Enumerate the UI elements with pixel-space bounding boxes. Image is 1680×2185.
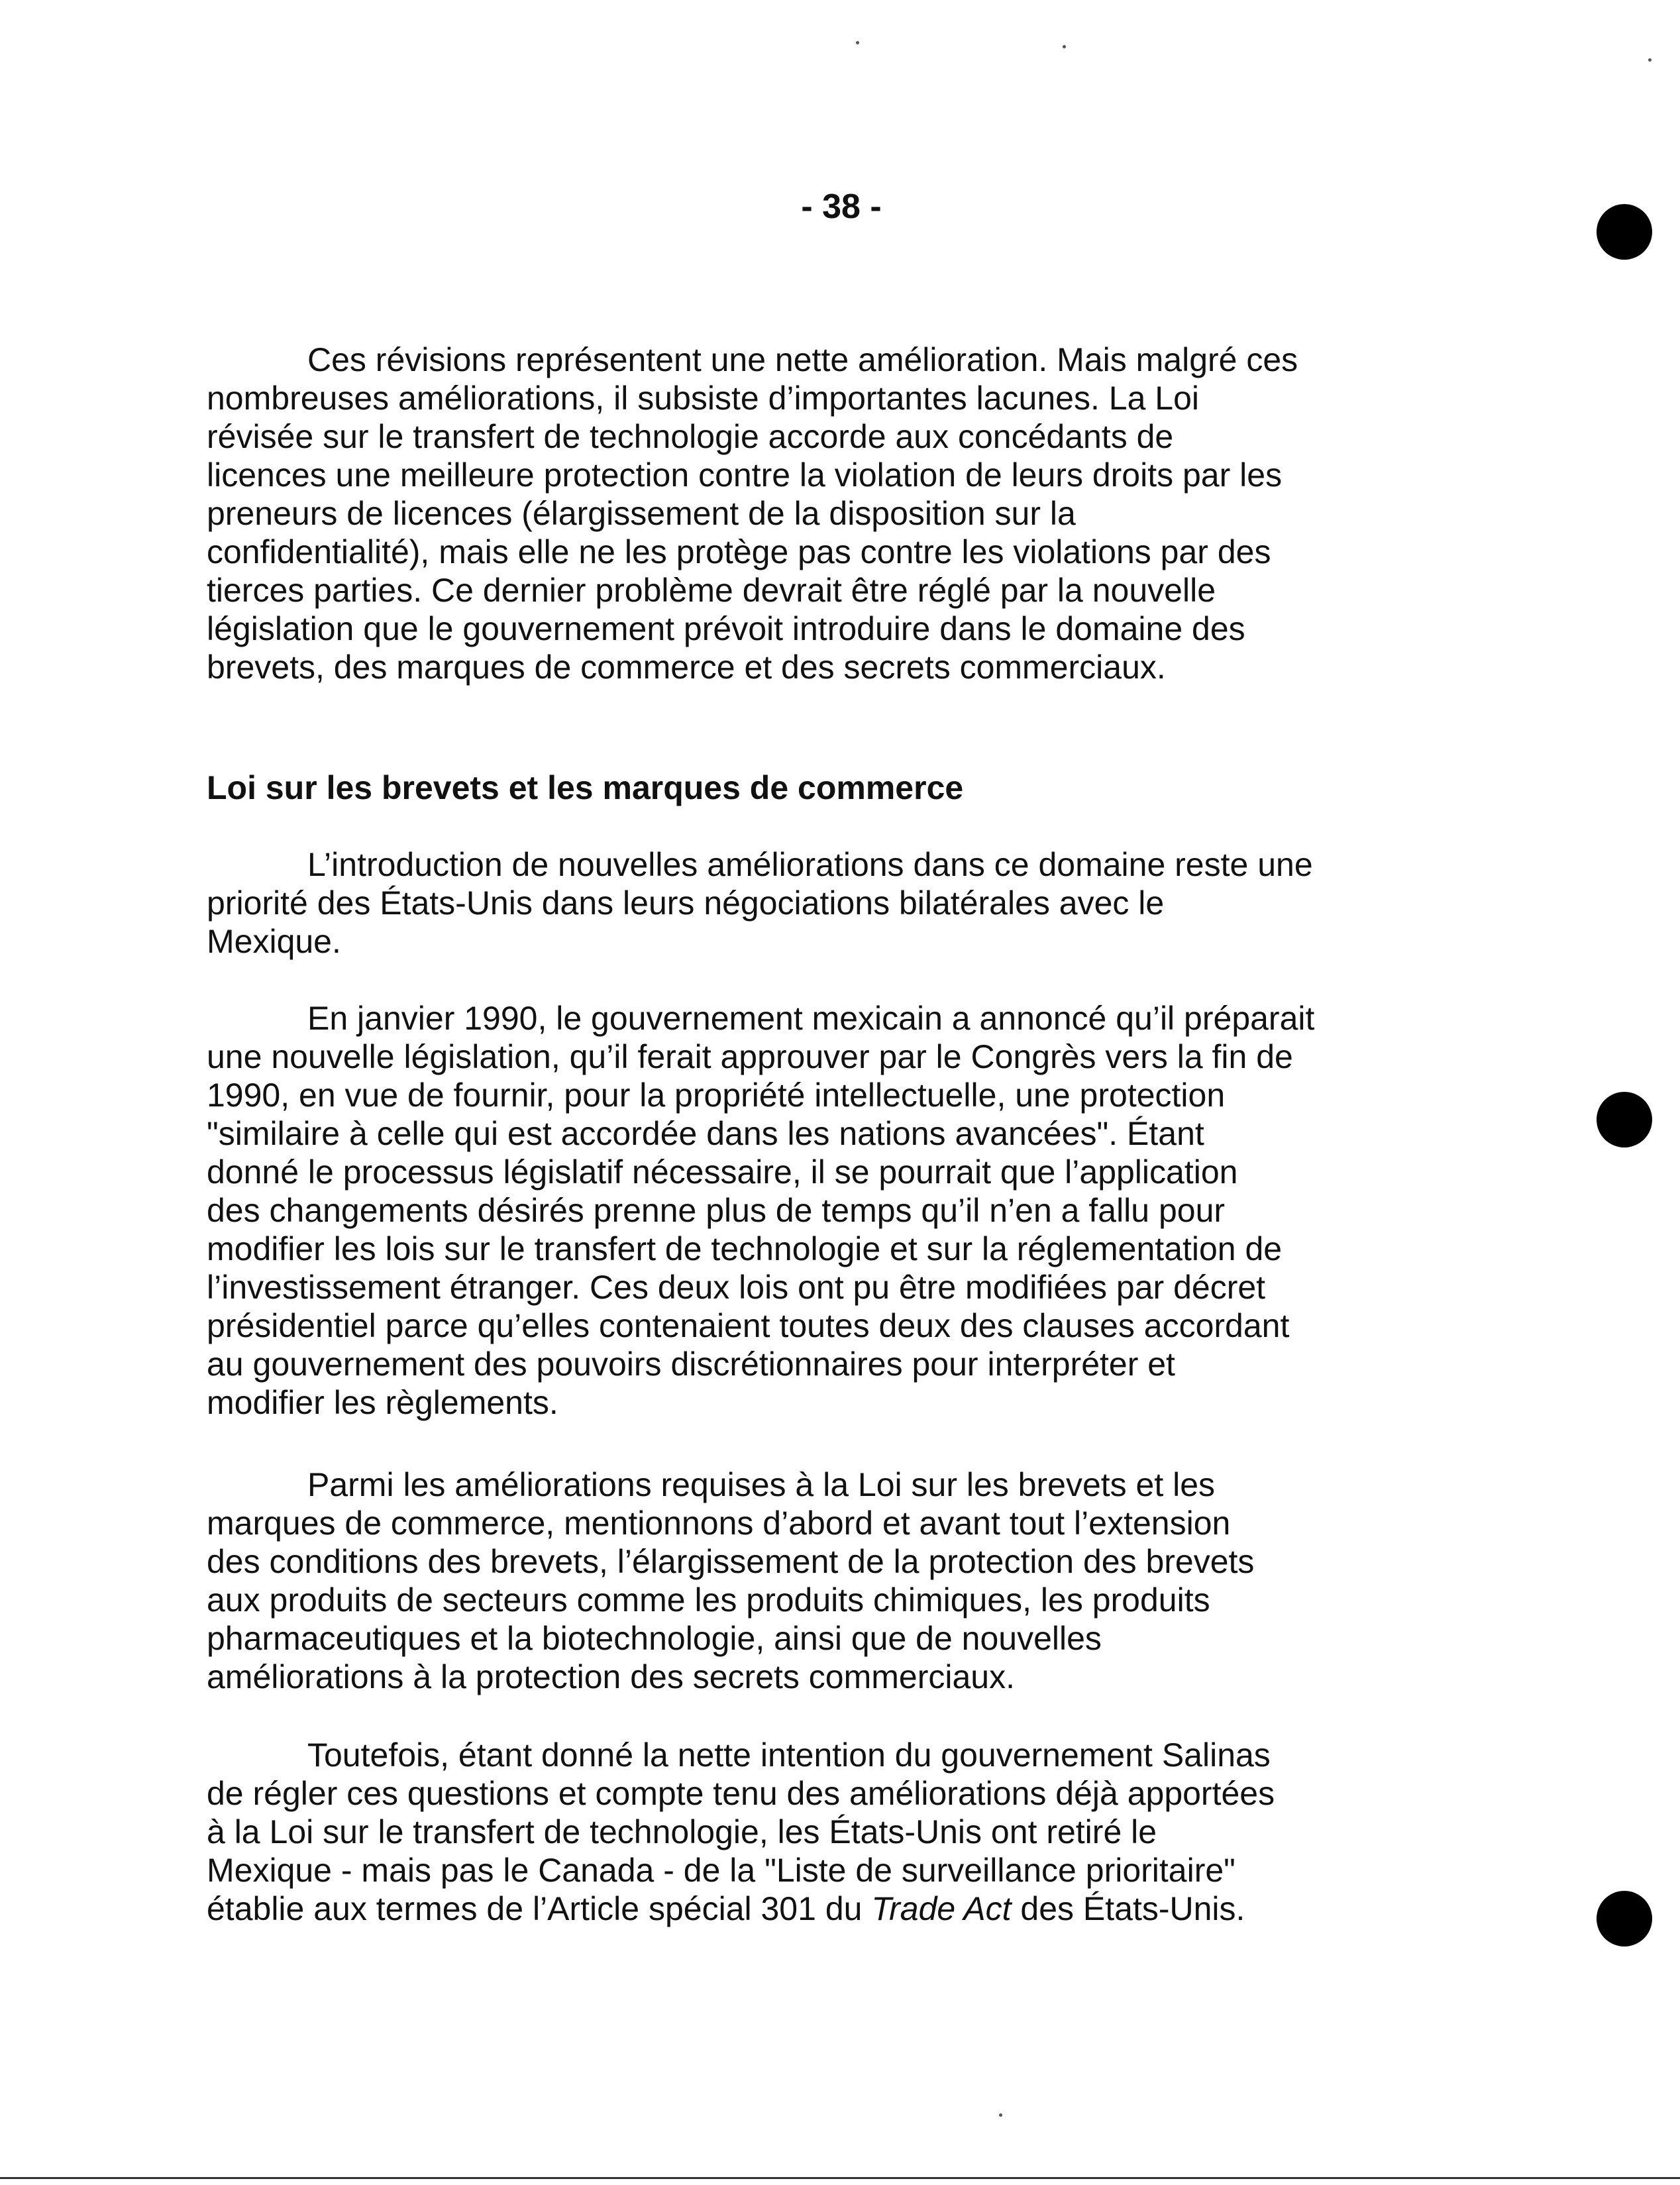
- text-line: preneurs de licences (élargissement de la disposition sur la: [207, 495, 1076, 532]
- text-line: au gouvernement des pouvoirs discrétionnaires pour interpréter et: [207, 1346, 1175, 1383]
- scan-speck: [999, 2113, 1002, 2117]
- text-line: modifier les règlements.: [207, 1384, 558, 1421]
- text-line: présidentiel parce qu’elles contenaient toutes deux des clauses accordant: [207, 1307, 1290, 1344]
- text-line: confidentialité), mais elle ne les protège pas contre les violations par des: [207, 533, 1271, 570]
- text-line: brevets, des marques de commerce et des secrets commerciaux.: [207, 649, 1166, 686]
- paragraph-2: [207, 845, 1313, 961]
- text-line: nombreuses améliorations, il subsiste d’importantes lacunes. La Loi: [207, 380, 1199, 417]
- text-line: l’investissement étranger. Ces deux lois ont pu être modifiées par décret: [207, 1269, 1266, 1306]
- text-line: L’introduction de nouvelles améliorations dans ce domaine reste une: [307, 846, 1313, 883]
- scan-speck: [1648, 58, 1652, 62]
- text-line: améliorations à la protection des secrets commerciaux.: [207, 1658, 1015, 1695]
- text-line: à la Loi sur le transfert de technologie, les États-Unis ont retiré le: [207, 1813, 1157, 1850]
- punch-hole-mark: [1597, 1891, 1652, 1946]
- punch-hole-mark: [1597, 1092, 1652, 1147]
- text-line: Parmi les améliorations requises à la Loi sur les brevets et les: [307, 1466, 1216, 1503]
- paragraph-5: [207, 1736, 1275, 1928]
- scan-speck: [1063, 45, 1066, 48]
- text-line: Ces révisions représentent une nette amélioration. Mais malgré ces: [307, 341, 1298, 378]
- text-line: pharmaceutiques et la biotechnologie, ainsi que de nouvelles: [207, 1620, 1102, 1657]
- text-line: une nouvelle législation, qu’il ferait approuver par le Congrès vers la fin de: [207, 1038, 1293, 1075]
- text-line: modifier les lois sur le transfert de technologie et sur la réglementation de: [207, 1230, 1283, 1267]
- page-number: - 38 -: [801, 187, 882, 226]
- text-line: révisée sur le transfert de technologie accorde aux concédants de: [207, 418, 1174, 455]
- text-line: 1990, en vue de fournir, pour la propriété intellectuelle, une protection: [207, 1077, 1226, 1114]
- text-run: des États-Unis.: [1011, 1890, 1245, 1927]
- italic-title: Trade Act: [871, 1890, 1012, 1927]
- text-line: donné le processus législatif nécessaire, il se pourrait que l’application: [207, 1153, 1238, 1191]
- text-line: des conditions des brevets, l’élargissement de la protection des brevets: [207, 1543, 1255, 1580]
- paragraph-1: [207, 341, 1298, 686]
- text-line: marques de commerce, mentionnons d’abord et avant tout l’extension: [207, 1505, 1231, 1542]
- text-line: priorité des États-Unis dans leurs négociations bilatérales avec le: [207, 884, 1165, 922]
- text-line: Toutefois, étant donné la nette intention du gouvernement Salinas: [307, 1736, 1271, 1774]
- text-line: Mexique.: [207, 923, 341, 960]
- bottom-edge-line: [0, 2177, 1680, 2179]
- section-heading: Loi sur les brevets et les marques de commerce: [207, 769, 964, 806]
- paragraph-4: [207, 1466, 1254, 1696]
- text-run: établie aux termes de l’Article spécial 301 du: [207, 1890, 872, 1927]
- text-line: de régler ces questions et compte tenu des améliorations déjà apportées: [207, 1775, 1275, 1812]
- paragraph-3: [207, 999, 1314, 1422]
- text-line: licences une meilleure protection contre la violation de leurs droits par les: [207, 456, 1283, 494]
- punch-hole-mark: [1597, 204, 1652, 260]
- text-line: législation que le gouvernement prévoit introduire dans le domaine des: [207, 610, 1245, 647]
- text-line: En janvier 1990, le gouvernement mexicain a annoncé qu’il préparait: [307, 1000, 1315, 1037]
- text-line-final: [207, 1890, 1275, 1928]
- text-line: Mexique - mais pas le Canada - de la "Liste de surveillance prioritaire": [207, 1852, 1235, 1889]
- text-line: aux produits de secteurs comme les produits chimiques, les produits: [207, 1581, 1210, 1619]
- scan-speck: [856, 41, 859, 44]
- text-line: tierces parties. Ce dernier problème devrait être réglé par la nouvelle: [207, 572, 1216, 609]
- text-line: "similaire à celle qui est accordée dans les nations avancées". Étant: [207, 1115, 1204, 1152]
- text-line: des changements désirés prenne plus de temps qu’il n’en a fallu pour: [207, 1192, 1226, 1229]
